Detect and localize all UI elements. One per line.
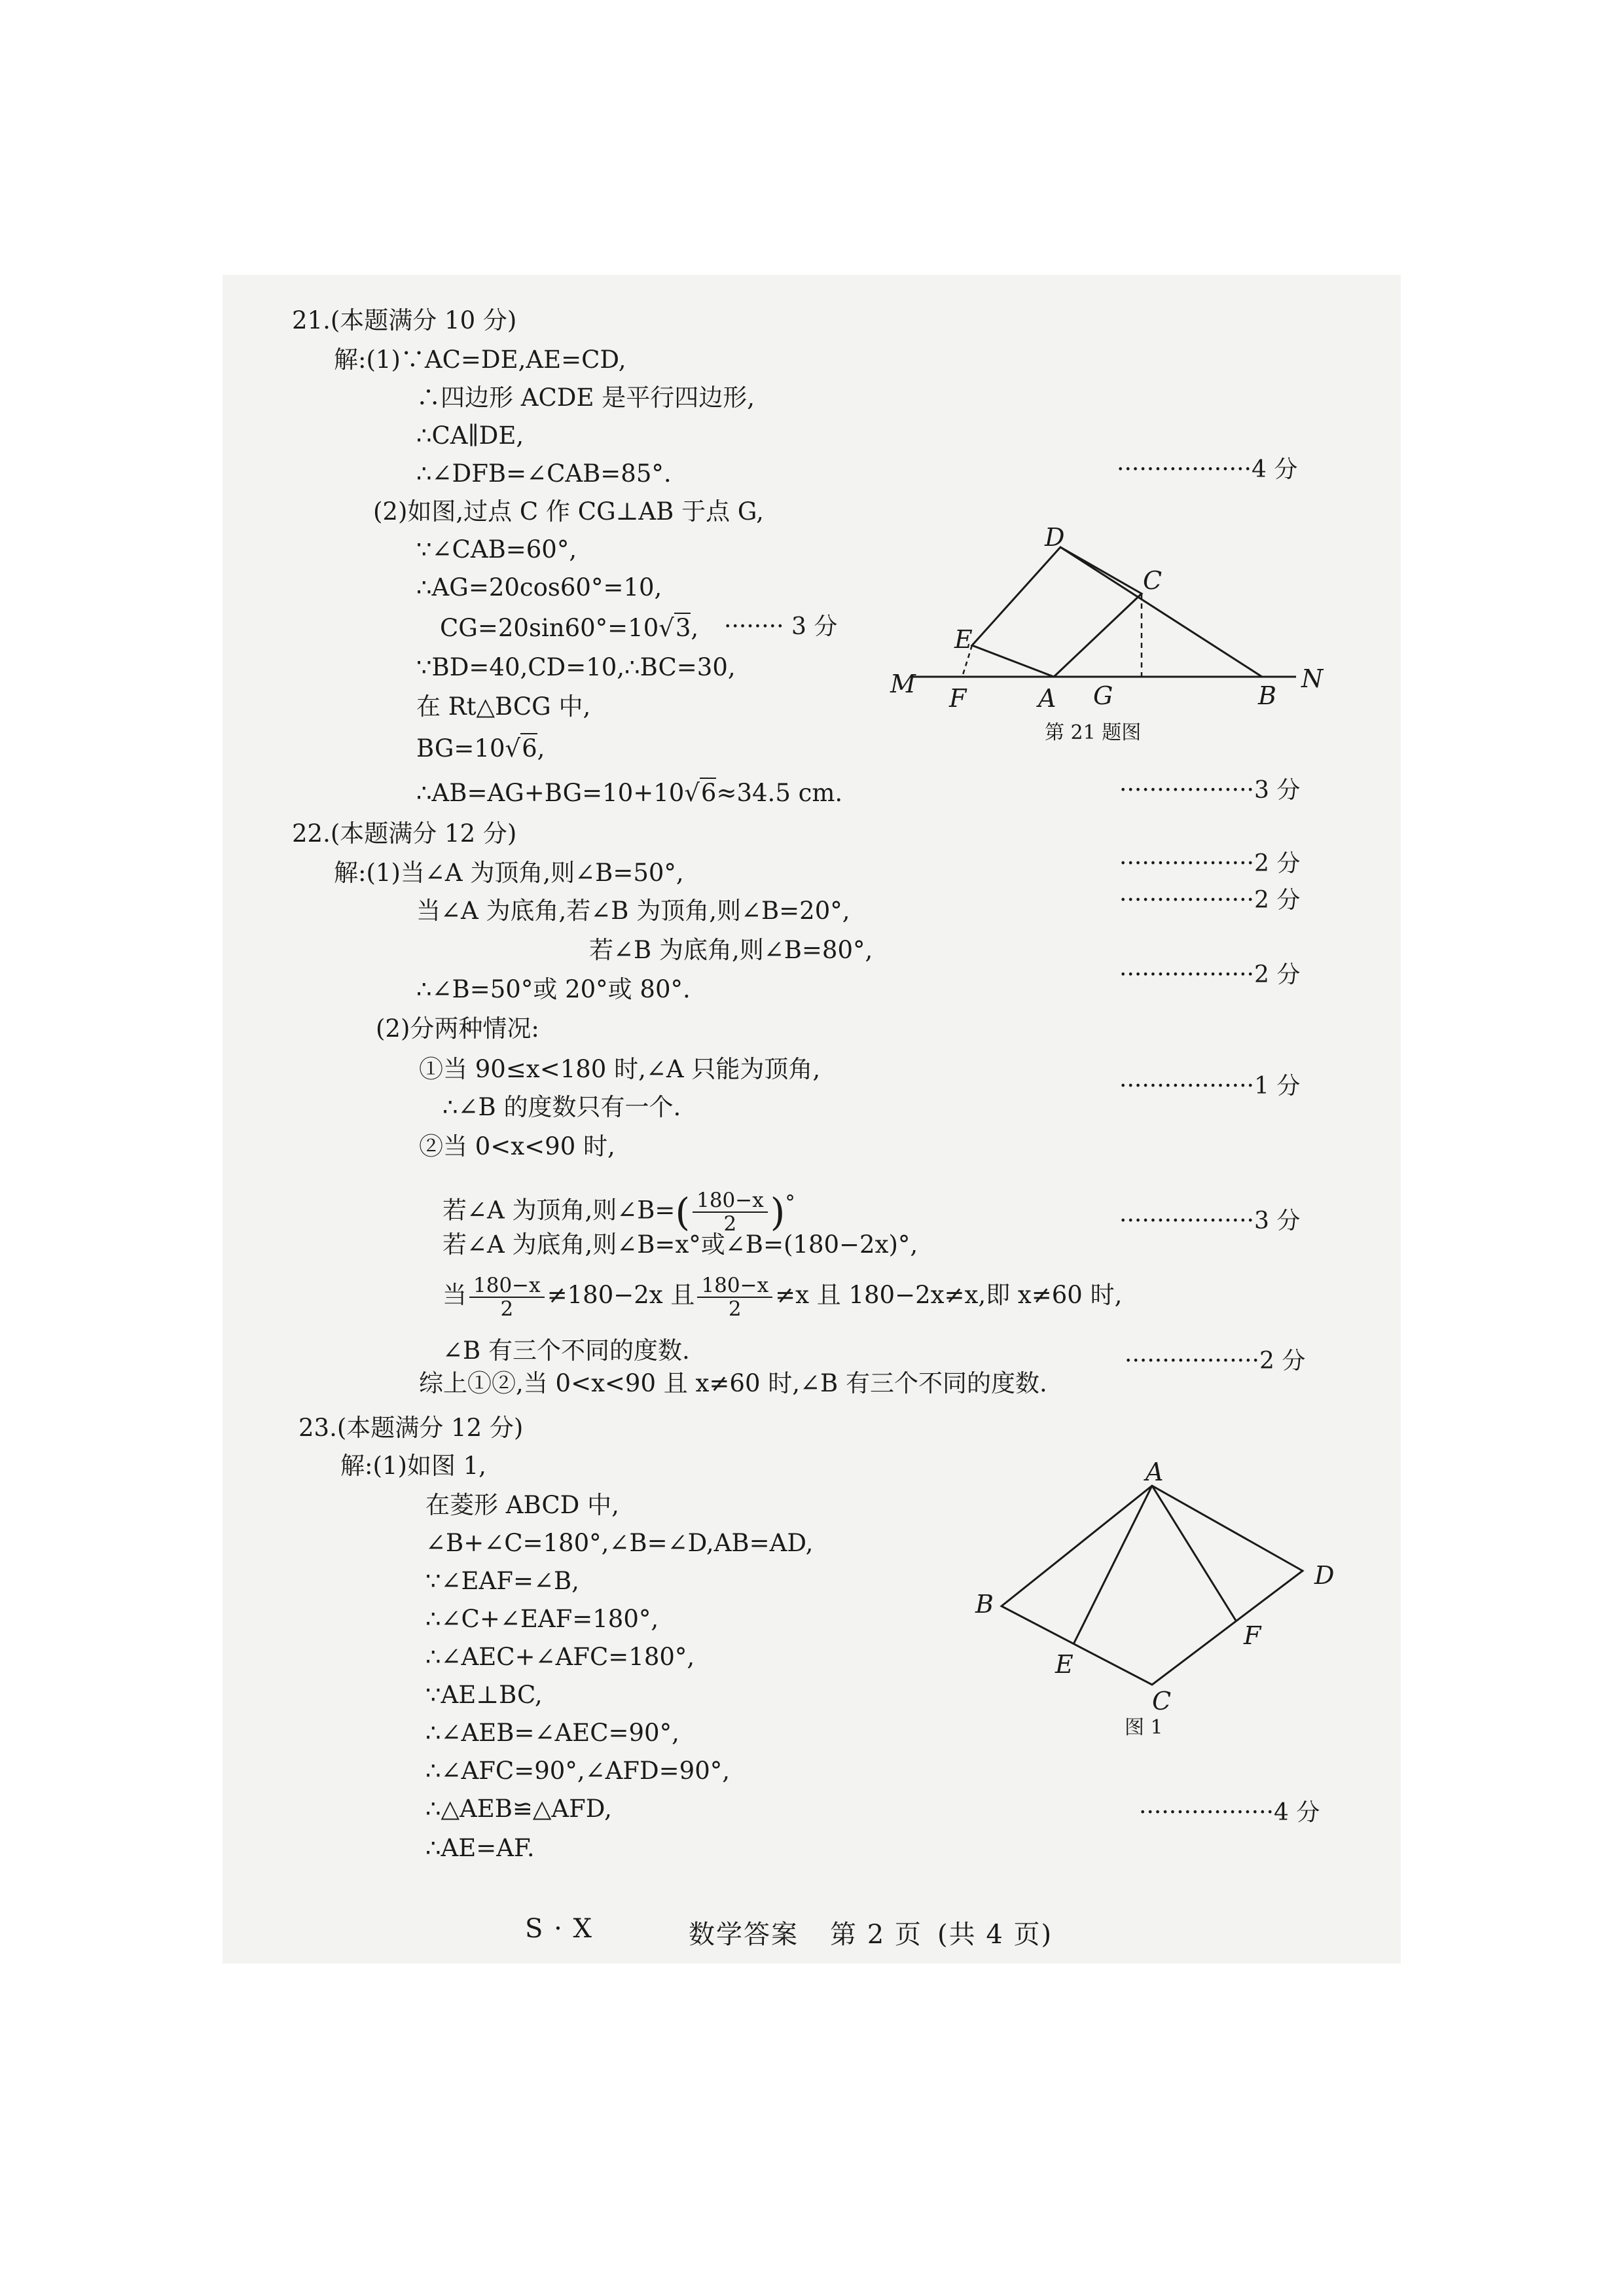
- parallelogram-acde: [972, 547, 1142, 677]
- q22-score-1: ··················2 分: [1119, 887, 1301, 914]
- q21-line-12-tail: ≈34.5 cm.: [716, 779, 843, 807]
- q22-line-11-c: ≠x 且 180−2x≠x,即 x≠60 时,: [775, 1281, 1123, 1309]
- q23-line-1: 解:(1)如图 1,: [340, 1452, 486, 1480]
- label-c: C: [1143, 566, 1163, 595]
- q23-line-6: ∴∠AEC+∠AFC=180°,: [425, 1643, 695, 1671]
- q22-line-12: ∠B 有三个不同的度数.: [442, 1336, 690, 1365]
- footer-code: S · X: [525, 1914, 594, 1944]
- q22-line-4: ∴∠B=50°或 20°或 80°.: [416, 975, 691, 1003]
- q21-line-2: ∴四边形 ACDE 是平行四边形,: [416, 384, 755, 412]
- q22-line-11: [442, 1266, 1122, 1325]
- q22-line-1: 解:(1)当∠A 为顶角,则∠B=50°,: [334, 859, 684, 887]
- q22-line-3: 若∠B 为底角,则∠B=80°,: [589, 936, 873, 964]
- footer-subject: 数学答案: [689, 1920, 799, 1950]
- fraction-b: [697, 1274, 772, 1320]
- q22-line-2: 当∠A 为底角,若∠B 为顶角,则∠B=20°,: [416, 897, 850, 925]
- q22-line-7: ∴∠B 的度数只有一个.: [442, 1093, 681, 1121]
- q23-score-1: ··················4 分: [1139, 1799, 1320, 1826]
- q23-line-2: 在菱形 ABCD 中,: [425, 1491, 619, 1519]
- q23-line-4: ∵∠EAF=∠B,: [425, 1567, 579, 1595]
- label-g: G: [1093, 681, 1113, 710]
- sqrt-sign: √: [659, 614, 674, 642]
- q21-line-10: 在 Rt△BCG 中,: [416, 692, 591, 721]
- q21-line-12-radicand: 6: [700, 779, 717, 807]
- fraction-denominator: 2: [728, 1297, 742, 1321]
- footer-total: (共 4 页): [937, 1920, 1053, 1950]
- q21-line-11: [416, 733, 545, 764]
- q21-line-11-radicand: 6: [522, 734, 537, 762]
- q22-score-3: ··················1 分: [1119, 1073, 1301, 1100]
- label-b: B: [1258, 681, 1276, 710]
- fraction-numerator: 180−x: [697, 1274, 772, 1298]
- q22-score-2: ··················2 分: [1119, 961, 1301, 988]
- rhombus-abcd: [1001, 1486, 1303, 1685]
- q23-line-10: ∴△AEB≌△AFD,: [425, 1795, 612, 1823]
- q22-line-11-a: 当: [442, 1281, 467, 1309]
- figure-21-caption: 第 21 题图: [1045, 721, 1142, 744]
- label-n: N: [1301, 664, 1324, 693]
- label-m: M: [890, 670, 916, 698]
- q21-line-12: [416, 778, 842, 809]
- q21-line-8-radicand: 3: [675, 614, 691, 642]
- left-paren: (: [675, 1189, 691, 1234]
- q23-line-11: ∴AE=AF.: [425, 1834, 535, 1862]
- q21-line-5: (2)如图,过点 C 作 CG⊥AB 于点 G,: [373, 497, 764, 526]
- q21-line-8: [440, 613, 698, 644]
- q22-line-6: ①当 90≤x<180 时,∠A 只能为顶角,: [419, 1055, 821, 1083]
- fraction-denominator: 2: [500, 1297, 514, 1321]
- q23-line-3: ∠B+∠C=180°,∠B=∠D,AB=AD,: [425, 1529, 814, 1557]
- q22-score-5: ··················2 分: [1125, 1348, 1306, 1374]
- q23-line-8: ∴∠AEB=∠AEC=90°,: [425, 1719, 679, 1747]
- q22-line-10: 若∠A 为底角,则∠B=x°或∠B=(180−2x)°,: [442, 1230, 918, 1259]
- degree-sign: °: [785, 1191, 795, 1215]
- label-a: A: [1146, 1460, 1164, 1486]
- figure-1-rhombus: [962, 1460, 1355, 1734]
- fraction-denominator: 2: [723, 1211, 737, 1236]
- q21-header: 21.(本题满分 10 分): [292, 306, 517, 334]
- q21-line-9: ∵BD=40,CD=10,∴BC=30,: [416, 653, 736, 681]
- fraction-a: [469, 1274, 545, 1320]
- label-c: C: [1152, 1687, 1172, 1715]
- q21-line-12-text: ∴AB=AG+BG=10+10: [416, 779, 685, 807]
- q21-score-2: ········ 3 分: [724, 613, 838, 640]
- q21-line-11-text: BG=10: [416, 734, 505, 762]
- q22-line-5: (2)分两种情况:: [376, 1014, 539, 1043]
- q22-line-11-b: ≠180−2x 且: [547, 1281, 695, 1309]
- q21-line-6: ∵∠CAB=60°,: [416, 535, 577, 564]
- fraction-180-minus-x-over-2: [693, 1189, 768, 1235]
- fraction-numerator: 180−x: [469, 1274, 545, 1298]
- footer-page: 第 2 页: [830, 1920, 922, 1950]
- q23-line-5: ∴∠C+∠EAF=180°,: [425, 1605, 659, 1633]
- sqrt-sign: √: [684, 779, 700, 807]
- fraction-numerator: 180−x: [693, 1189, 768, 1213]
- q21-line-11-tail: ,: [537, 734, 545, 762]
- q21-line-8-text: CG=20sin60°=10: [440, 614, 659, 642]
- sqrt-sign: √: [505, 734, 521, 762]
- figure-1-caption: 图 1: [1125, 1716, 1163, 1739]
- label-f: F: [949, 684, 967, 713]
- q21-score-3: ··················3 分: [1119, 777, 1301, 804]
- q23-line-7: ∵AE⊥BC,: [425, 1681, 543, 1709]
- q22-line-9-text: 若∠A 为顶角,则∠B=: [442, 1196, 676, 1225]
- q22-score-0: ··················2 分: [1119, 850, 1301, 877]
- q21-line-1: 解:(1)∵AC=DE,AE=CD,: [334, 346, 626, 374]
- label-a: A: [1038, 684, 1056, 713]
- q21-line-3: ∴CA∥DE,: [416, 422, 524, 450]
- q21-line-7: ∴AG=20cos60°=10,: [416, 573, 662, 601]
- q21-score-1: ··················4 分: [1117, 456, 1298, 483]
- q22-score-4: ··················3 分: [1119, 1208, 1301, 1234]
- q22-line-8: ②当 0<x<90 时,: [419, 1132, 615, 1160]
- q22-line-13: 综上①②,当 0<x<90 且 x≠60 时,∠B 有三个不同的度数.: [419, 1369, 1047, 1397]
- q22-header: 22.(本题满分 12 分): [292, 819, 517, 848]
- figure-21-diagram: [884, 524, 1329, 740]
- q21-line-8-tail: ,: [691, 614, 699, 642]
- segment-ae: [1074, 1486, 1152, 1644]
- q21-line-4: ∴∠DFB=∠CAB=85°.: [416, 459, 672, 488]
- label-d: D: [1314, 1561, 1335, 1590]
- label-d: D: [1045, 524, 1065, 552]
- q23-header: 23.(本题满分 12 分): [298, 1414, 524, 1442]
- label-e: E: [954, 625, 973, 654]
- label-b: B: [975, 1590, 994, 1619]
- label-f: F: [1244, 1621, 1261, 1650]
- label-e: E: [1055, 1650, 1074, 1679]
- segment-af: [1152, 1486, 1236, 1621]
- q23-line-9: ∴∠AFC=90°,∠AFD=90°,: [425, 1757, 730, 1785]
- right-paren: ): [770, 1189, 785, 1234]
